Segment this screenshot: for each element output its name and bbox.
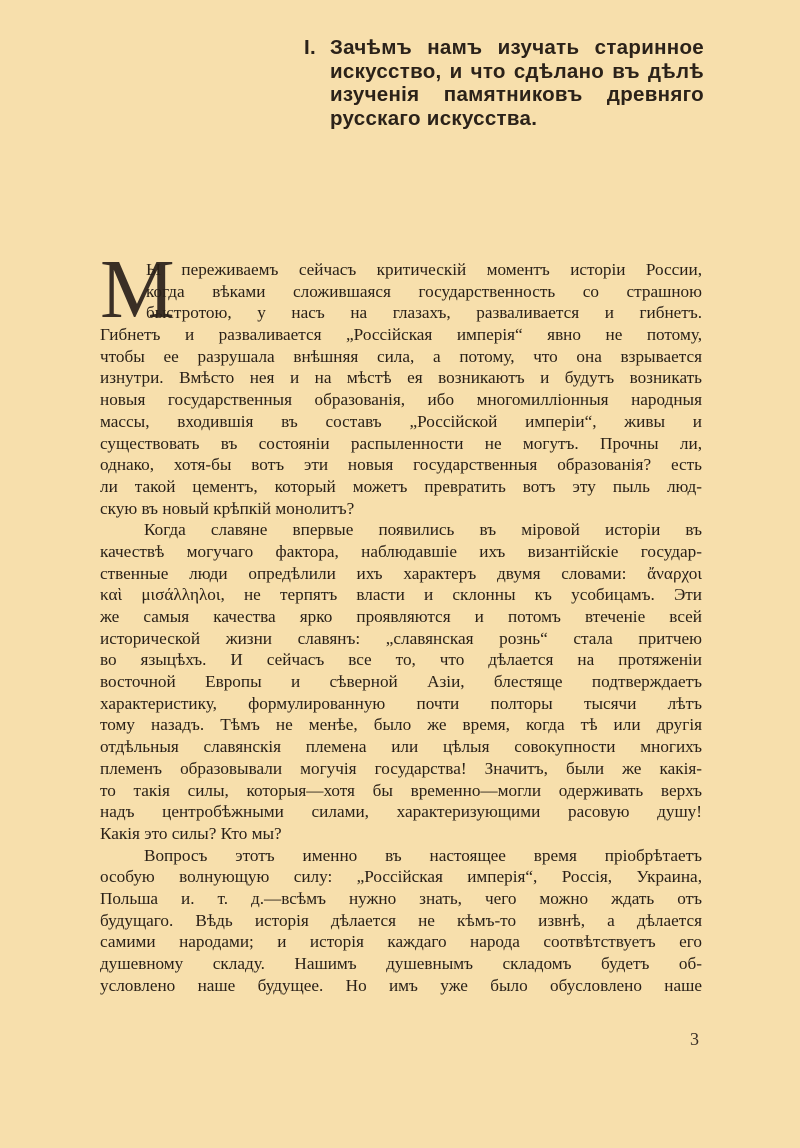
text-line: Гибнетъ и разваливается „Россійская имперія“ явно не потому, xyxy=(100,325,702,345)
text-line: существовать въ состояніи распыленности не могутъ. Прочны ли, xyxy=(100,433,702,453)
text-line: же самыя качества ярко проявляются и потомъ втеченіе всей xyxy=(100,607,702,626)
text-line: характеристику, формулированную почти полторы тысячи лѣтъ xyxy=(100,693,702,713)
heading-line: искусство, и что сдѣлано въ дѣлѣ xyxy=(330,59,704,83)
text-line: условлено наше будущее. Но имъ уже было обусловлено наше xyxy=(100,975,702,995)
text-line: надъ центробѣжными силами, характеризующими расовую душу! xyxy=(100,802,702,822)
text-line: тому назадъ. Тѣмъ не менѣе, было же время, когда тѣ или другія xyxy=(100,715,702,735)
text-line: то такія силы, которыя—хотя бы временно—могли одерживать верхъ xyxy=(100,780,702,800)
heading-line: русскаго искусства. xyxy=(330,106,538,130)
heading-line: Зачѣмъ намъ изучать старинное xyxy=(330,36,704,59)
text-line: душевному складу. Нашимъ душевнымъ складомъ будетъ об- xyxy=(100,954,702,973)
chapter-number: I. xyxy=(304,36,316,59)
text-line: когда вѣками сложившаяся государственность со страшною xyxy=(146,281,702,301)
text-line: ли такой цементъ, который можетъ превратить вотъ эту пыль люд- xyxy=(100,476,702,496)
text-line: восточной Европы и сѣверной Азіи, блестяще подтверждаетъ xyxy=(100,672,702,692)
heading-line: изученія памятниковъ древняго xyxy=(330,83,704,106)
text-line: Вопросъ этотъ именно въ настоящее время пріобрѣтаетъ xyxy=(144,845,702,865)
text-line: племенъ образовывали могучія государства! Значитъ, были же какія- xyxy=(100,758,702,778)
body-text xyxy=(100,259,702,996)
drop-cap: М xyxy=(100,243,175,336)
text-line: быстротою, у насъ на глазахъ, разваливается и гибнетъ. xyxy=(146,303,702,323)
text-line: качествѣ могучаго фактора, наблюдавшіе ихъ византійскіе государ- xyxy=(100,541,702,561)
text-line: изнутри. Вмѣсто нея и на мѣстѣ ея возникаютъ и будутъ возникать xyxy=(100,368,702,388)
text-line: массы, входившія въ составъ „Россійской имперіи“, живы и xyxy=(100,411,702,431)
text-line: Ы переживаемъ сейчасъ критическій моментъ исторіи России, xyxy=(146,260,702,279)
text-line: исторической жизни славянъ: „славянская рознь“ стала притчею xyxy=(100,628,702,648)
text-line: Какія это силы? Кто мы? xyxy=(100,823,282,843)
text-line: скую въ новый крѣпкій монолитъ? xyxy=(100,498,355,518)
text-line: особую волнующую силу: „Россійская имперія“, Россія, Украина, xyxy=(100,867,702,887)
text-line: ственные люди опредѣлили ихъ характеръ двумя словами: ἄναρχοι xyxy=(100,563,702,583)
text-line: новыя государственныя образованія, ибо многомилліонныя народныя xyxy=(100,390,702,410)
text-line: будущаго. Вѣдь исторія дѣлается не кѣмъ-то извнѣ, а дѣлается xyxy=(100,910,702,930)
page-number: 3 xyxy=(690,1029,699,1049)
text-line: Когда славяне впервые появились въ міровой исторіи въ xyxy=(144,520,702,540)
text-line: Польша и. т. д.—всѣмъ нужно знать, чего можно ждать отъ xyxy=(100,888,702,908)
text-line: καὶ μισάλληλοι, не терпятъ власти и склонны къ усобицамъ. Эти xyxy=(100,585,702,605)
text-line: во языцѣхъ. И сейчасъ все то, что дѣлается на протяженіи xyxy=(100,650,702,670)
text-line: чтобы ее разрушала внѣшняя сила, а потому, что она взрывается xyxy=(100,346,702,366)
text-line: самими народами; и исторія каждаго народа соотвѣтствуетъ его xyxy=(100,932,702,952)
chapter-heading xyxy=(304,36,704,130)
text-line: отдѣльныя славянскія племена или цѣлыя совокупности многихъ xyxy=(100,737,702,757)
text-line: однако, хотя-бы вотъ эти новыя государственныя образованія? есть xyxy=(100,455,702,475)
